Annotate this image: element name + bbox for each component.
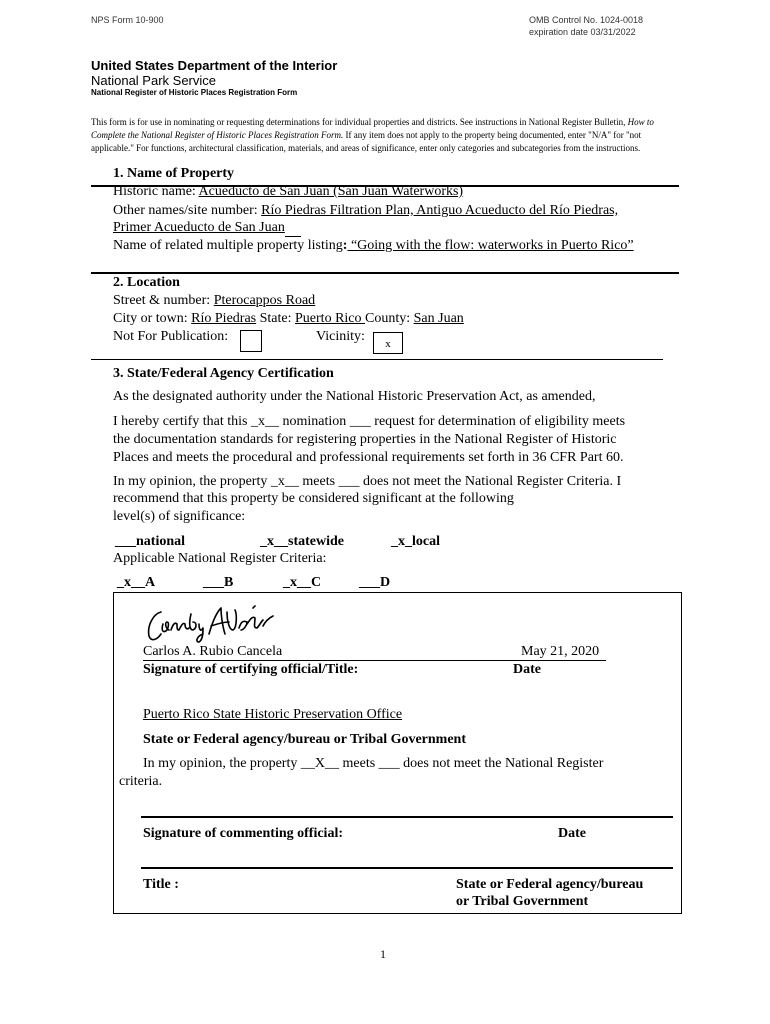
not-for-publication-label: Not For Publication:: [113, 329, 229, 344]
level-national[interactable]: ___national: [115, 534, 186, 549]
intro-text-1: This form is for use in nominating or requesting determinations for individual properties and districts. See instructions in National Register Bulletin,: [91, 117, 626, 127]
criterion-d[interactable]: ___D: [359, 575, 391, 590]
criterion-c[interactable]: _x__C: [283, 575, 322, 590]
commenting-signature-line[interactable]: [141, 816, 673, 818]
vicinity-label: Vicinity:: [316, 329, 365, 344]
opinion-text-b: meets: [298, 474, 339, 489]
street-row: [113, 293, 315, 309]
street-label: Street & number:: [113, 293, 214, 308]
criterion-a[interactable]: _x__A: [117, 575, 156, 590]
state-value[interactable]: Puerto Rico: [295, 311, 366, 326]
register-opinion-text-a: In my opinion, the property: [143, 756, 301, 771]
title-label: Title :: [143, 877, 179, 892]
form-title: National Register of Historic Places Registration Form: [91, 88, 298, 97]
historic-name-label: Historic name:: [113, 184, 199, 199]
criterion-b[interactable]: ___B: [203, 575, 234, 590]
omb-control-number: OMB Control No. 1024-0018: [529, 15, 644, 25]
vicinity-checkbox[interactable]: x: [373, 332, 403, 354]
street-value[interactable]: Pterocappos Road: [213, 293, 316, 308]
related-listing-row: [113, 238, 634, 254]
certifying-office-label: State or Federal agency/bureau or Tribal Government: [143, 732, 467, 747]
opinion-text-a: In my opinion, the property: [113, 474, 271, 489]
certify-line-2: the documentation standards for registering properties in the National Register of Historic: [113, 432, 617, 447]
other-names-value-1[interactable]: Río Piedras Filtration Plan, Antiguo Acueducto del Río Piedras,: [261, 203, 619, 218]
section-2-rule: [91, 272, 679, 274]
register-opinion-text-b: meets: [339, 756, 379, 771]
certifying-date[interactable]: May 21, 2020: [521, 644, 600, 659]
other-names-row: [113, 203, 618, 219]
does-not-meet-mark[interactable]: ___: [338, 474, 360, 489]
historic-name-row: [113, 184, 463, 200]
register-meets-mark[interactable]: __X__: [300, 756, 339, 771]
register-opinion-text-c: does not meet the National Register: [399, 756, 604, 771]
related-listing-colon: :: [342, 238, 348, 253]
authority-text: As the designated authority under the National Historic Preservation Act, as amended,: [113, 389, 596, 404]
certifying-date-label: Date: [513, 662, 541, 677]
commenting-date-label: Date: [558, 826, 586, 841]
certifying-signature-label: Signature of certifying official/Title:: [143, 662, 359, 677]
other-names-label: Other names/site number:: [113, 203, 262, 218]
intro-paragraph: [91, 116, 683, 155]
agency-label-line-2: or Tribal Government: [456, 894, 589, 909]
level-statewide[interactable]: _x__statewide: [260, 534, 344, 549]
opinion-text-c: does not meet the National Register Criteria. I: [359, 474, 622, 489]
handwritten-signature: [143, 600, 283, 646]
certifying-official-name[interactable]: Carlos A. Rubio Cancela: [143, 644, 283, 659]
other-names-row-2: [113, 220, 301, 237]
intro-text-2: If any item does not apply to the property being documented, enter "N/A" for "not applicable." For functions, architectural classification, materials, and areas of significance, enter only categories and subcategories from the instructions.: [91, 130, 642, 153]
certify-line-3: Places and meets the procedural and professional requirements set forth in 36 CFR Part 60.: [113, 450, 624, 465]
other-names-value-2[interactable]: Primer Acueducto de San Juan: [113, 220, 285, 235]
nomination-mark[interactable]: _x__: [251, 414, 280, 429]
request-mark[interactable]: ___: [349, 414, 371, 429]
page-number: 1: [380, 947, 386, 961]
section-1-heading: 1. Name of Property: [113, 166, 235, 181]
criteria-label: Applicable National Register Criteria:: [113, 551, 327, 566]
recommend-line-2: level(s) of significance:: [113, 509, 246, 524]
expiration-date: expiration date 03/31/2022: [529, 27, 636, 37]
city-value[interactable]: Río Piedras: [191, 311, 257, 326]
certify-text-b: nomination: [279, 414, 350, 429]
historic-name-value[interactable]: Acueducto de San Juan (San Juan Waterworks): [198, 184, 464, 199]
certifying-signature-line: [143, 660, 606, 661]
opinion-row: [113, 474, 621, 490]
register-opinion-row: [143, 756, 603, 772]
register-does-not-meet-mark[interactable]: ___: [378, 756, 400, 771]
certify-row: [113, 414, 625, 430]
department-title: United States Department of the Interior: [91, 58, 338, 73]
level-local[interactable]: _x_local: [391, 534, 440, 549]
certifying-office[interactable]: Puerto Rico State Historic Preservation Office: [143, 707, 403, 722]
service-title: National Park Service: [91, 73, 216, 88]
title-line[interactable]: [141, 867, 673, 869]
section-3-heading: 3. State/Federal Agency Certification: [113, 366, 334, 381]
agency-label-line-1: State or Federal agency/bureau: [456, 877, 644, 892]
intro-italic-title: How to Complete the National Register of Historic Places Registration Form.: [91, 117, 654, 140]
form-number: NPS Form 10-900: [91, 15, 164, 25]
commenting-signature-label: Signature of commenting official:: [143, 826, 343, 841]
certify-text-a: I hereby certify that this: [113, 414, 252, 429]
meets-mark[interactable]: _x__: [270, 474, 299, 489]
other-names-blank: [285, 220, 301, 237]
state-label: State:: [256, 311, 296, 326]
county-label: County:: [365, 311, 414, 326]
related-listing-label: Name of related multiple property listing: [113, 238, 343, 253]
recommend-line-1: recommend that this property be considered significant at the following: [113, 491, 514, 506]
section-3-rule: [91, 359, 663, 360]
county-value[interactable]: San Juan: [413, 311, 464, 326]
city-row: [113, 311, 464, 327]
city-label: City or town:: [113, 311, 192, 326]
not-for-publication-checkbox[interactable]: [240, 330, 262, 352]
certify-text-c: request for determination of eligibility meets: [370, 414, 626, 429]
section-2-heading: 2. Location: [113, 275, 180, 290]
related-listing-value[interactable]: “Going with the flow: waterworks in Puerto Rico”: [347, 238, 634, 253]
register-opinion-line-2: criteria.: [119, 774, 163, 789]
